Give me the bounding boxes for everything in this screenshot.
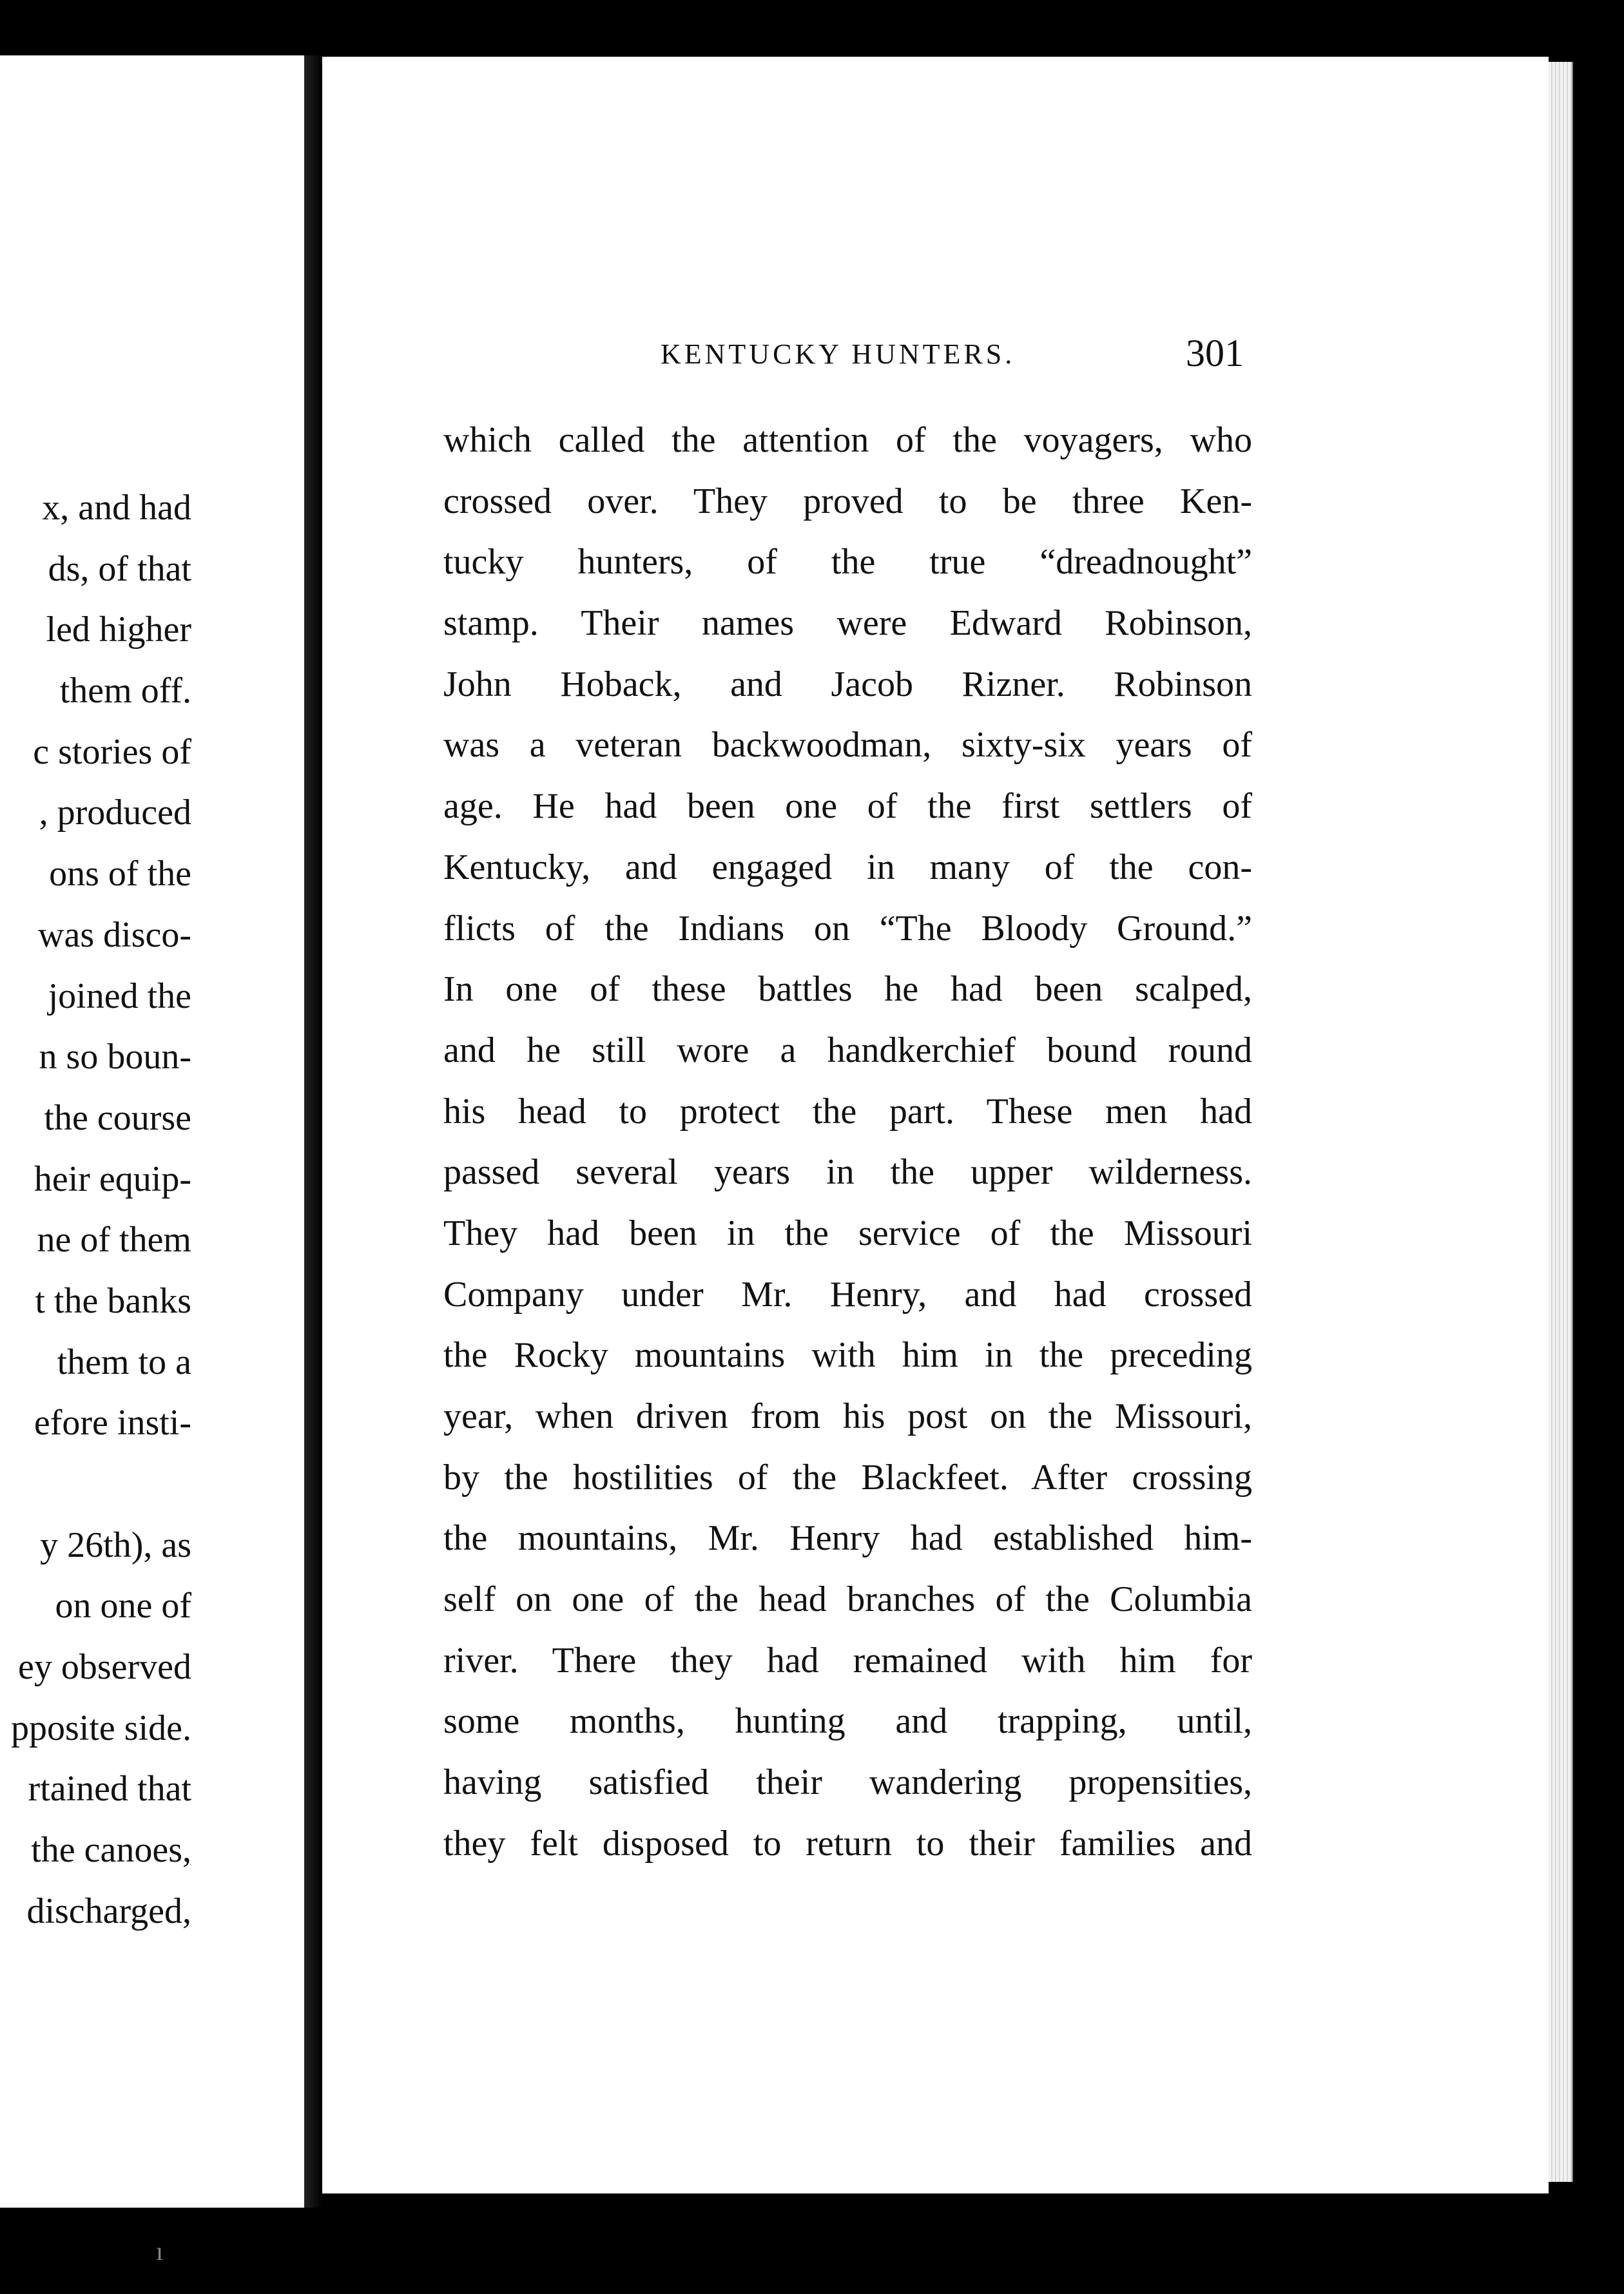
text-line: was a veteran backwoodman, sixty-six years of	[443, 725, 1252, 766]
page-edge-stack	[1549, 62, 1573, 2182]
text-line: Company under Mr. Henry, and had crossed	[443, 1274, 1252, 1315]
left-line: led higher	[46, 610, 191, 650]
left-line: on one of	[55, 1586, 191, 1626]
text-line: In one of these battles he had been scalped,	[443, 969, 1252, 1010]
text-line: some months, hunting and trapping, until,	[443, 1701, 1252, 1742]
left-line: them off.	[59, 671, 191, 711]
left-line: n so boun-	[39, 1037, 191, 1077]
left-line: ons of the	[49, 854, 191, 894]
left-page	[0, 55, 304, 2208]
text-line: They had been in the service of the Missouri	[443, 1213, 1252, 1253]
text-line: and he still wore a handkerchief bound round	[443, 1030, 1252, 1070]
left-line: y 26th), as	[40, 1525, 191, 1565]
text-line: having satisfied their wandering propensities,	[443, 1762, 1252, 1803]
left-line: ey observed	[17, 1647, 191, 1688]
book-gutter	[304, 55, 322, 2208]
text-line: the mountains, Mr. Henry had established him-	[443, 1518, 1252, 1559]
left-line: them to a	[57, 1342, 191, 1382]
left-line: the canoes,	[31, 1830, 191, 1871]
left-line: c stories of	[33, 731, 191, 772]
text-line: crossed over. They proved to be three Ken-	[443, 481, 1252, 521]
left-line: joined the	[48, 976, 191, 1016]
text-line: stamp. Their names were Edward Robinson,	[443, 603, 1252, 644]
text-line: Kentucky, and engaged in many of the con-	[443, 847, 1252, 887]
text-line: year, when driven from his post on the Missouri,	[443, 1396, 1252, 1436]
page-number: 301	[1186, 332, 1244, 374]
left-line-gap	[0, 1454, 191, 1515]
left-page-text	[0, 477, 191, 1942]
left-line: x, and had	[42, 488, 191, 528]
left-line: the course	[44, 1097, 191, 1138]
left-line: rtained that	[28, 1769, 191, 1809]
text-line: John Hoback, and Jacob Rizner. Robinson	[443, 664, 1252, 704]
left-line: was disco-	[38, 914, 191, 955]
text-line: the Rocky mountains with him in the preceding	[443, 1335, 1252, 1376]
left-line: ds, of that	[48, 548, 191, 589]
body-text	[443, 410, 1252, 1875]
left-line: t the banks	[35, 1280, 191, 1321]
text-line: self on one of the head branches of the Columbia	[443, 1579, 1252, 1620]
text-line: river. There they had remained with him for	[443, 1640, 1252, 1681]
left-line: pposite side.	[11, 1708, 191, 1748]
scan-mark: ı	[156, 2237, 164, 2266]
left-line: heir equip-	[34, 1159, 191, 1199]
left-line: efore insti-	[34, 1403, 191, 1443]
left-line: ne of them	[37, 1220, 191, 1260]
text-line: they felt disposed to return to their families and	[443, 1823, 1252, 1864]
text-line: flicts of the Indians on “The Bloody Ground.”	[443, 908, 1252, 949]
text-line: passed several years in the upper wilderness.	[443, 1152, 1252, 1193]
text-line: his head to protect the part. These men had	[443, 1091, 1252, 1132]
text-line: which called the attention of the voyagers, who	[443, 420, 1252, 460]
left-line: , produced	[39, 793, 191, 833]
text-line: age. He had been one of the first settlers of	[443, 786, 1252, 827]
left-line: discharged,	[26, 1891, 191, 1931]
running-head: KENTUCKY HUNTERS.	[661, 338, 1016, 370]
text-line: tucky hunters, of the true “dreadnought”	[443, 542, 1252, 583]
text-line: by the hostilities of the Blackfeet. After crossing	[443, 1457, 1252, 1498]
